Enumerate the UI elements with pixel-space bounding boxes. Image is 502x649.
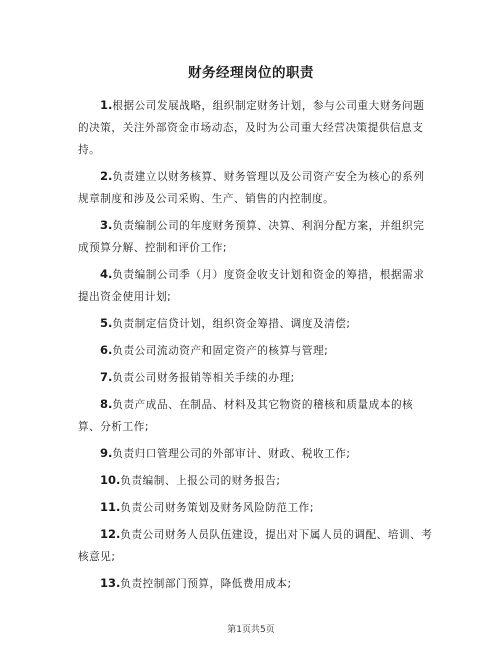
item-text: 负责公司流动资产和固定资产的核算与管理; — [112, 345, 329, 357]
item-number: 7. — [100, 370, 113, 384]
item-number: 13. — [100, 576, 121, 590]
item-number: 1. — [100, 98, 113, 112]
item-text: 根据公司发展战略，组织制定财务计划，参与公司重大财务问题的决策，关注外部资金市场动态，及时为公司重大经营决策提供信息支持。 — [78, 100, 425, 156]
item-text: 负责制定信贷计划，组织资金筹措、调度及清偿; — [112, 318, 351, 330]
item-text: 负责编制、上报公司的财务报告; — [120, 475, 281, 487]
list-item — [78, 94, 434, 161]
list-item — [78, 312, 434, 335]
item-text: 负责公司财务人员队伍建设，提出对下属人员的调配、培训、考核意见; — [78, 529, 433, 563]
item-text: 负责公司财务报销等相关手续的办理; — [112, 372, 295, 384]
list-item — [78, 523, 434, 568]
item-text: 负责编制公司的年度财务预算、决算、利润分配方案，并组织完成预算分解、控制和评价工作; — [78, 220, 425, 254]
item-number: 6. — [100, 343, 113, 357]
list-item — [78, 496, 434, 519]
item-number: 4. — [100, 267, 113, 281]
list-item — [78, 339, 434, 362]
item-number: 9. — [100, 446, 113, 460]
item-text: 负责编制公司季（月）度资金收支计划和资金的筹措，根据需求提出资金使用计划; — [78, 269, 425, 303]
list-item — [78, 165, 434, 210]
item-text: 负责归口管理公司的外部审计、财政、税收工作; — [112, 448, 351, 460]
list-item — [78, 469, 434, 492]
list-item — [78, 366, 434, 389]
item-number: 8. — [100, 397, 113, 411]
item-number: 2. — [100, 169, 113, 183]
list-item — [78, 442, 434, 465]
item-number: 12. — [100, 527, 121, 541]
item-number: 5. — [100, 316, 113, 330]
item-text: 负责建立以财务核算、财务管理以及公司资产安全为核心的系列规章制度和涉及公司采购、生产、销售的内控制度。 — [78, 171, 425, 205]
item-number: 3. — [100, 218, 113, 232]
list-item — [78, 393, 434, 438]
item-text: 负责公司财务策划及财务风险防范工作; — [120, 502, 314, 514]
item-number: 10. — [100, 473, 121, 487]
page-footer: 第1页共5页 — [227, 625, 275, 635]
item-number: 11. — [100, 500, 121, 514]
list-item — [78, 263, 434, 308]
duty-list — [78, 94, 434, 599]
item-text: 负责控制部门预算，降低费用成本; — [120, 578, 292, 590]
item-text: 负责产成品、在制品、材料及其它物资的稽核和质量成本的核算、分析工作; — [78, 399, 414, 433]
page-title: 财务经理岗位的职责 — [188, 65, 314, 81]
list-item — [78, 214, 434, 259]
list-item — [78, 572, 434, 595]
